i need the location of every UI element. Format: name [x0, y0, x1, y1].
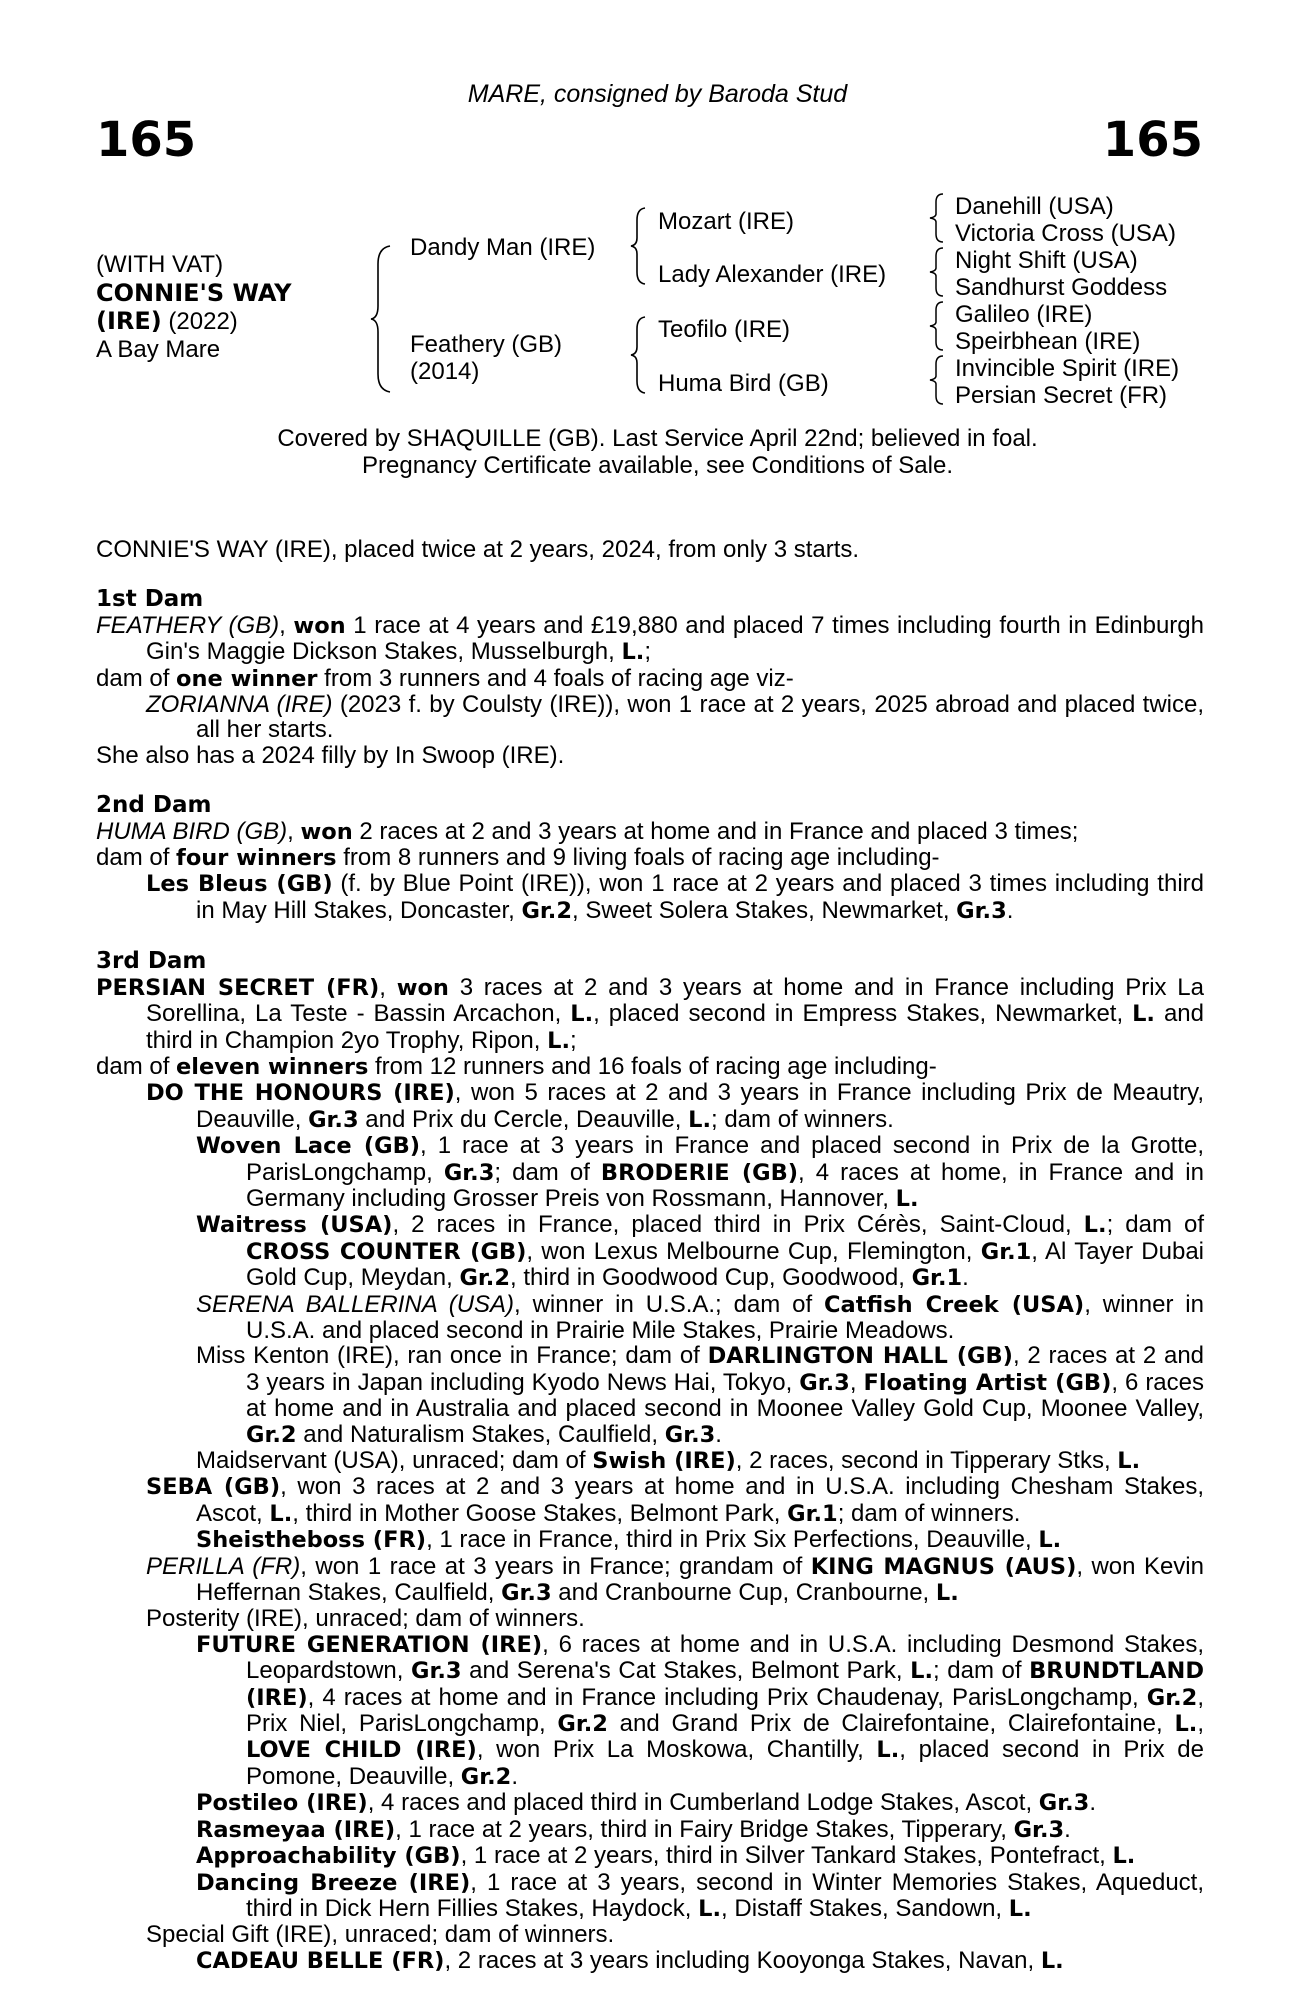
first-dam-foal: ZORIANNA (IRE) (2023 f. by Coulsty (IRE)), won 1 race at 2 years, 2025 abroad and placed twice, all her starts. — [146, 691, 1205, 744]
dam-sire: Teofilo (IRE) — [658, 316, 791, 343]
entry-perilla: PERILLA (FR), won 1 race at 3 years in France; grandam of KING MAGNUS (AUS), won Kevin Heffernan Stakes, Caulfield, Gr.3 and Cranbourne Cup, Cranbourne, L. — [146, 1552, 1204, 1607]
entry-seba: SEBA (GB), won 3 races at 2 and 3 years at home and in U.S.A. including Chesham Stakes, Ascot, L., third in Mother Goose Stakes, Belmont Park, Gr.1; dam of winners. — [146, 1473, 1204, 1527]
covered-line-2: Pregnancy Certificate available, see Conditions of Sale. — [362, 452, 953, 479]
entry-maidservant: Maidservant (USA), unraced; dam of Swish (IRE), 2 races, second in Tipperary Stks, L. — [196, 1447, 1141, 1474]
entry-waitress: Waitress (USA), 2 races in France, placed third in Prix Cérès, Saint-Cloud, L.; dam of CROSS COUNTER (GB), won Lexus Melbourne Cup, Flemington, Gr.1, Al Tayer Dubai Gold Cup, Meydan, Gr.2, third in Goodwood Cup, Goodwood, Gr.1. — [196, 1211, 1205, 1292]
brace-ss — [927, 192, 947, 244]
ggs-1: Danehill (USA) — [955, 193, 1114, 220]
brace-sd — [927, 246, 947, 298]
ggs-2: Night Shift (USA) — [955, 247, 1138, 274]
entry-dancing-breeze: Dancing Breeze (IRE), 1 race at 3 years, second in Winter Memories Stakes, Aqueduct, third in Dick Hern Fillies Stakes, Haydock, L., Distaff Stakes, Sandown, L. — [196, 1868, 1204, 1922]
entry-postileo: Postileo (IRE), 4 races and placed third in Cumberland Lodge Stakes, Ascot, Gr.3. — [196, 1789, 1097, 1817]
third-dam-heading: 3rd Dam — [96, 948, 207, 975]
second-dam-heading: 2nd Dam — [96, 792, 212, 819]
lot-number-right: 165 — [1102, 112, 1203, 168]
sire-sire: Mozart (IRE) — [658, 208, 795, 235]
brace-dam — [629, 315, 649, 395]
entry-woven-lace: Woven Lace (GB), 1 race at 3 years in France and placed second in Prix de la Grotte, ParisLongchamp, Gr.3; dam of BRODERIE (GB), 4 races at home, in France and in Germany including Grosser Preis von Rossmann, Hannover, L. — [196, 1132, 1204, 1212]
ggs-3: Galileo (IRE) — [955, 301, 1093, 328]
horse-description: A Bay Mare — [96, 336, 221, 363]
horse-country: (IRE) — [96, 307, 162, 335]
entry-future-generation: FUTURE GENERATION (IRE), 6 races at home and in U.S.A. including Desmond Stakes, Leopardstown, Gr.3 and Serena's Cat Stakes, Belmont Park, L.; dam of BRUNDTLAND (IRE), 4 races at home and in France including Prix Chaudenay, ParisLongchamp, Gr.2, Prix Niel, ParisLongchamp, Gr.2 and Grand Prix de Clairefontaine, Clairefontaine, L., LOVE CHILD (IRE), won Prix La Moskowa, Chantilly, L., placed second in Prix de Pomone, Deauville, Gr.2. — [196, 1630, 1205, 1790]
entry-sheistheboss: Sheistheboss (FR), 1 race in France, third in Prix Six Perfections, Deauville, L. — [196, 1526, 1062, 1554]
ggd-2: Sandhurst Goddess — [955, 274, 1168, 301]
brace-ds — [927, 300, 947, 352]
ggd-3: Speirbhean (IRE) — [955, 328, 1141, 355]
produce-record — [96, 537, 1204, 1974]
first-dam-also: She also has a 2024 filly by In Swoop (IRE). — [96, 741, 565, 769]
second-dam-record: HUMA BIRD (GB), won 2 races at 2 and 3 years at home and in France and placed 3 times; — [96, 817, 1079, 845]
brace-sire — [629, 206, 649, 286]
dam: Feathery (GB) — [410, 331, 563, 358]
brace-gen1 — [370, 244, 394, 394]
covered-line-1: Covered by SHAQUILLE (GB). Last Service April 22nd; believed in foal. — [277, 425, 1038, 452]
ggd-4: Persian Secret (FR) — [955, 382, 1168, 409]
vat-note: (WITH VAT) — [96, 251, 224, 278]
entry-approachability: Approachability (GB), 1 race at 2 years, third in Silver Tankard Stakes, Pontefract, L. — [196, 1842, 1136, 1870]
second-dam-produce: dam of four winners from 8 runners and 9 living foals of racing age including- — [96, 844, 940, 872]
dam-dam: Huma Bird (GB) — [658, 370, 829, 397]
horse-year: (2022) — [161, 308, 238, 335]
first-dam-record: FEATHERY (GB), won 1 race at 4 years and £19,880 and placed 7 times including fourth in Edinburgh Gin's Maggie Dickson Stakes, Musselburgh, L.; — [96, 611, 1204, 666]
consignment-subtitle: MARE, consigned by Baroda Stud — [467, 80, 848, 108]
third-dam-record: PERSIAN SECRET (FR), won 3 races at 2 and 3 years at home and in France including Prix La Sorellina, La Teste - Bassin Arcachon, L., placed second in Empress Stakes, Newmarket, L. and third in Champion 2yo Trophy, Ripon, L.; — [96, 973, 1204, 1054]
second-dam-foal: Les Bleus (GB) (f. by Blue Point (IRE)), won 1 race at 2 years and placed 3 times including third in May Hill Stakes, Doncaster, Gr.2, Sweet Solera Stakes, Newmarket, Gr.3. — [146, 870, 1204, 924]
entry-do-the-honours: DO THE HONOURS (IRE), won 5 races at 2 and 3 years in France including Prix de Meautry, Deauville, Gr.3 and Prix du Cercle, Deauville, L.; dam of winners. — [146, 1079, 1205, 1133]
first-dam-heading: 1st Dam — [96, 586, 204, 613]
entry-serena-ballerina: SERENA BALLERINA (USA), winner in U.S.A.; dam of Catfish Creek (USA), winner in U.S.A. and placed second in Prairie Mile Stakes, Prairie Meadows. — [196, 1290, 1204, 1344]
entry-cadeau-belle: CADEAU BELLE (FR), 2 races at 3 years including Kooyonga Stakes, Navan, L. — [196, 1946, 1064, 1974]
entry-posterity: Posterity (IRE), unraced; dam of winners. — [146, 1605, 585, 1633]
brace-dd — [927, 354, 947, 406]
sire-dam: Lady Alexander (IRE) — [658, 261, 887, 288]
dam-year: (2014) — [410, 358, 480, 385]
horse-name: CONNIE'S WAY — [96, 279, 292, 307]
entry-special-gift: Special Gift (IRE), unraced; dam of winners. — [146, 1921, 615, 1949]
entry-rasmeyaa: Rasmeyaa (IRE), 1 race at 2 years, third in Fairy Bridge Stakes, Tipperary, Gr.3. — [196, 1815, 1071, 1843]
ggs-4: Invincible Spirit (IRE) — [955, 355, 1180, 382]
first-dam-name: FEATHERY (GB) — [96, 611, 280, 639]
lot-number-left: 165 — [96, 112, 197, 168]
first-dam-produce: dam of one winner from 3 runners and 4 foals of racing age viz- — [96, 664, 794, 692]
ggd-1: Victoria Cross (USA) — [955, 220, 1176, 247]
sire: Dandy Man (IRE) — [410, 234, 596, 261]
pedigree-horse — [96, 251, 292, 364]
entry-miss-kenton: Miss Kenton (IRE), ran once in France; dam of DARLINGTON HALL (GB), 2 races at 2 and 3 years in Japan including Kyodo News Hai, Tokyo, Gr.3, Floating Artist (GB), 6 races at home and in Australia and placed second in Moonee Valley Gold Cup, Moonee Valley, Gr.2 and Naturalism Stakes, Caulfield, Gr.3. — [196, 1342, 1205, 1448]
third-dam-produce: dam of eleven winners from 12 runners and 16 foals of racing age including- — [96, 1052, 937, 1080]
summary: CONNIE'S WAY (IRE), placed twice at 2 years, 2024, from only 3 starts. — [96, 536, 860, 563]
